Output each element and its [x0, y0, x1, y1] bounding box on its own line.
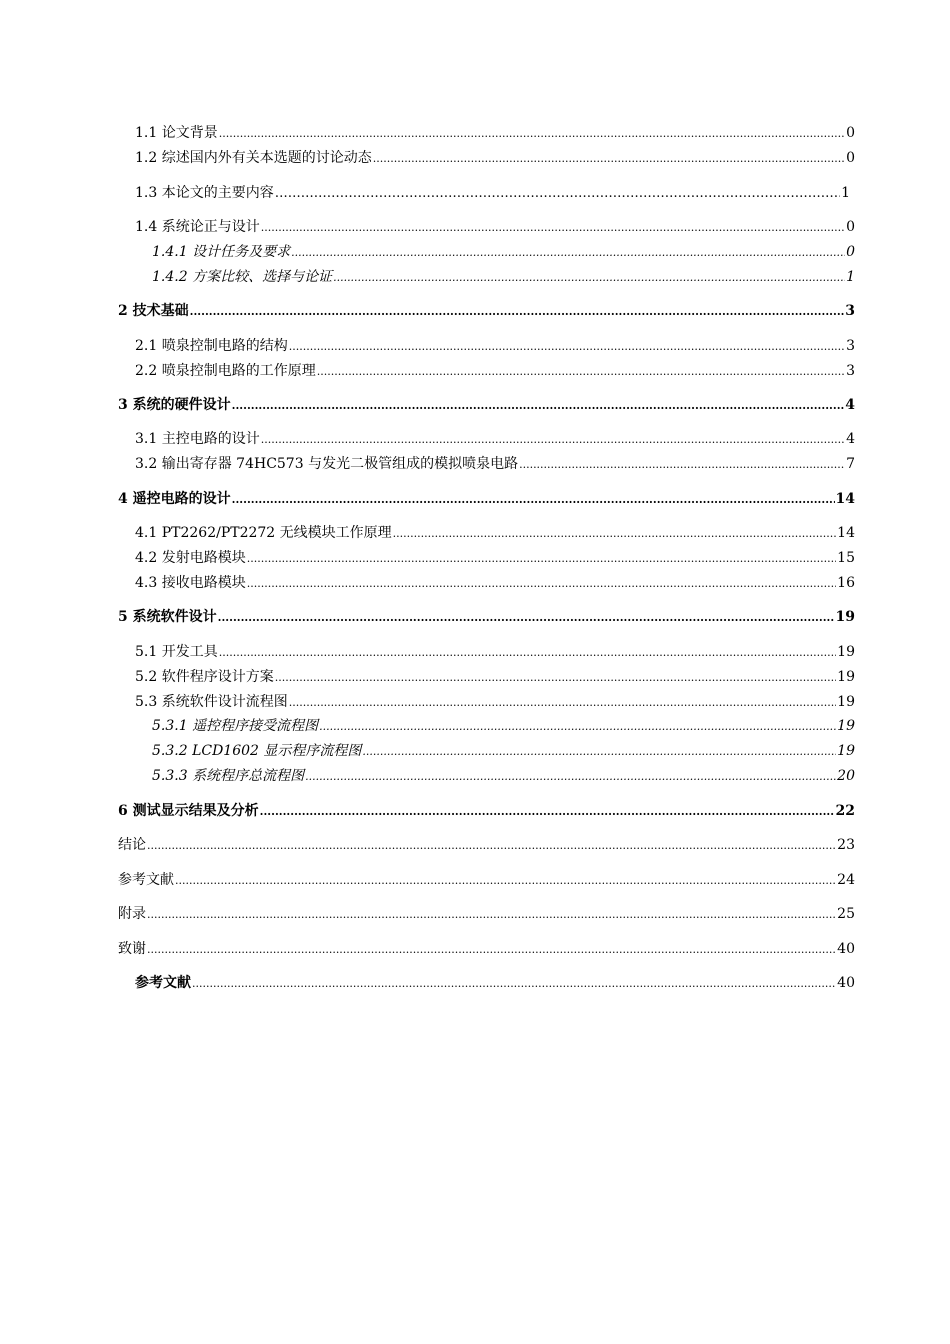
toc-entry-page: 0: [846, 150, 855, 166]
toc-entry-label: 1.4 系统论正与设计: [135, 219, 260, 235]
toc-entry-label: 1.4.1 设计任务及要求: [152, 244, 291, 260]
toc-leader-dots: [362, 743, 836, 761]
toc-entry-label: 5 系统软件设计: [118, 609, 217, 625]
toc-entry-page: 19: [837, 669, 855, 685]
toc-leader-dots: [275, 185, 840, 203]
toc-entry-5-3-2[interactable]: [152, 742, 855, 761]
toc-entry-3-1[interactable]: [135, 430, 855, 449]
toc-entry-page: 40: [837, 941, 855, 957]
toc-entry-page: 24: [837, 872, 855, 888]
toc-entry-page: 3: [846, 338, 855, 354]
toc-leader-dots: [261, 219, 845, 237]
toc-entry-5-2[interactable]: [135, 668, 855, 687]
toc-entry-4[interactable]: [118, 490, 855, 509]
toc-entry-label: 参考文献: [118, 872, 174, 888]
toc-entry-3[interactable]: [118, 396, 855, 415]
toc-leader-dots: [147, 837, 836, 855]
toc-entry-label: 致谢: [118, 941, 146, 957]
toc-entry-1-2[interactable]: [135, 149, 855, 168]
toc-entry-page: 4: [845, 397, 855, 413]
toc-entry-references-2[interactable]: [135, 974, 855, 993]
toc-leader-dots: [261, 431, 845, 449]
toc-entry-page: 25: [837, 906, 855, 922]
toc-entry-page: 14: [835, 491, 855, 507]
toc-leader-dots: [247, 575, 836, 593]
toc-leader-dots: [393, 525, 837, 543]
toc-entry-page: 16: [837, 575, 855, 591]
toc-entry-6[interactable]: [118, 802, 855, 821]
toc-entry-page: 0: [846, 125, 855, 141]
toc-entry-label: 2.2 喷泉控制电路的工作原理: [135, 363, 316, 379]
toc-entry-page: 19: [837, 644, 855, 660]
toc-leader-dots: [333, 269, 845, 287]
toc-entry-label: 5.1 开发工具: [135, 644, 218, 660]
toc-entry-page: 15: [837, 550, 855, 566]
toc-entry-label: 4.1 PT2262/PT2272 无线模块工作原理: [135, 525, 392, 541]
toc-leader-dots: [147, 906, 836, 924]
toc-entry-label: 5.3 系统软件设计流程图: [135, 694, 288, 710]
toc-entry-4-2[interactable]: [135, 549, 855, 568]
toc-entry-label: 6 测试显示结果及分析: [118, 803, 259, 819]
toc-entry-page: 20: [837, 768, 855, 784]
toc-leader-dots: [218, 609, 835, 627]
toc-entry-1-4-1[interactable]: [152, 243, 855, 262]
toc-entry-page: 0: [846, 244, 855, 260]
toc-entry-2[interactable]: [118, 302, 855, 321]
toc-entry-page: 23: [837, 837, 855, 853]
toc-entry-1-4-2[interactable]: [152, 268, 855, 287]
toc-leader-dots: [219, 125, 845, 143]
toc-leader-dots: [275, 669, 836, 687]
toc-leader-dots: [190, 303, 845, 321]
toc-entry-5-3-3[interactable]: [152, 767, 855, 786]
toc-entry-2-2[interactable]: [135, 362, 855, 381]
toc-entry-page: 4: [846, 431, 855, 447]
toc-leader-dots: [317, 363, 845, 381]
toc-entry-appendix[interactable]: [118, 905, 855, 924]
toc-entry-label: 5.2 软件程序设计方案: [135, 669, 274, 685]
toc-entry-5[interactable]: [118, 608, 855, 627]
toc-entry-label: 参考文献: [135, 975, 191, 991]
toc-leader-dots: [232, 397, 845, 415]
toc-entry-label: 5.3.1 遥控程序接受流程图: [152, 718, 319, 734]
toc-entry-page: 19: [837, 718, 855, 734]
toc-leader-dots: [247, 550, 836, 568]
toc-entry-label: 2 技术基础: [118, 303, 189, 319]
toc-entry-3-2[interactable]: [135, 455, 855, 474]
toc-entry-references[interactable]: [118, 871, 855, 890]
toc-leader-dots: [291, 244, 845, 262]
toc-leader-dots: [373, 150, 845, 168]
toc-entry-page: 22: [835, 803, 855, 819]
toc-leader-dots: [519, 456, 845, 474]
toc-entry-4-3[interactable]: [135, 574, 855, 593]
toc-entry-page: 40: [837, 975, 855, 991]
toc-entry-page: 0: [846, 219, 855, 235]
toc-entry-page: 3: [845, 303, 855, 319]
toc-entry-label: 4.2 发射电路模块: [135, 550, 246, 566]
toc-entry-label: 3 系统的硬件设计: [118, 397, 231, 413]
toc-entry-4-1[interactable]: [135, 524, 855, 543]
toc-leader-dots: [319, 718, 836, 736]
toc-entry-5-3[interactable]: [135, 693, 855, 712]
toc-entry-label: 5.3.3 系统程序总流程图: [152, 768, 305, 784]
toc-entry-acknowledgements[interactable]: [118, 940, 855, 959]
toc-entry-label: 1.3 本论文的主要内容: [135, 185, 274, 201]
toc-entry-label: 4 遥控电路的设计: [118, 491, 231, 507]
toc-entry-page: 3: [846, 363, 855, 379]
toc-entry-2-1[interactable]: [135, 337, 855, 356]
toc-leader-dots: [232, 491, 835, 509]
toc-entry-5-1[interactable]: [135, 643, 855, 662]
toc-leader-dots: [175, 872, 836, 890]
toc-entry-page: 1: [846, 269, 855, 285]
toc-leader-dots: [260, 803, 835, 821]
toc-entry-1-4[interactable]: [135, 218, 855, 237]
toc-entry-page: 19: [837, 694, 855, 710]
toc-entry-page: 19: [835, 609, 855, 625]
toc-entry-label: 1.1 论文背景: [135, 125, 218, 141]
toc-leader-dots: [305, 768, 836, 786]
toc-entry-page: 1: [841, 185, 850, 201]
toc-entry-label: 附录: [118, 906, 146, 922]
toc-entry-label: 1.4.2 方案比较、选择与论证: [152, 269, 333, 285]
toc-leader-dots: [147, 941, 836, 959]
toc-entry-label: 3.2 输出寄存器 74HC573 与发光二极管组成的模拟喷泉电路: [135, 456, 519, 472]
toc-entry-label: 3.1 主控电路的设计: [135, 431, 260, 447]
toc-entry-1-1[interactable]: [135, 124, 855, 143]
toc-entry-label: 4.3 接收电路模块: [135, 575, 246, 591]
toc-entry-label: 5.3.2 LCD1602 显示程序流程图: [152, 743, 362, 759]
toc-entry-page: 14: [837, 525, 855, 541]
toc-entry-5-3-1[interactable]: [152, 717, 855, 736]
toc-leader-dots: [289, 694, 836, 712]
toc-entry-label: 1.2 综述国内外有关本选题的讨论动态: [135, 150, 372, 166]
toc-leader-dots: [219, 644, 836, 662]
toc-entry-conclusion[interactable]: [118, 836, 855, 855]
toc-entry-label: 2.1 喷泉控制电路的结构: [135, 338, 288, 354]
toc-entry-1-3[interactable]: [135, 184, 850, 203]
toc-entry-label: 结论: [118, 837, 146, 853]
toc-entry-page: 19: [837, 743, 855, 759]
toc-entry-page: 7: [846, 456, 855, 472]
toc-leader-dots: [192, 975, 836, 993]
toc-leader-dots: [289, 338, 845, 356]
